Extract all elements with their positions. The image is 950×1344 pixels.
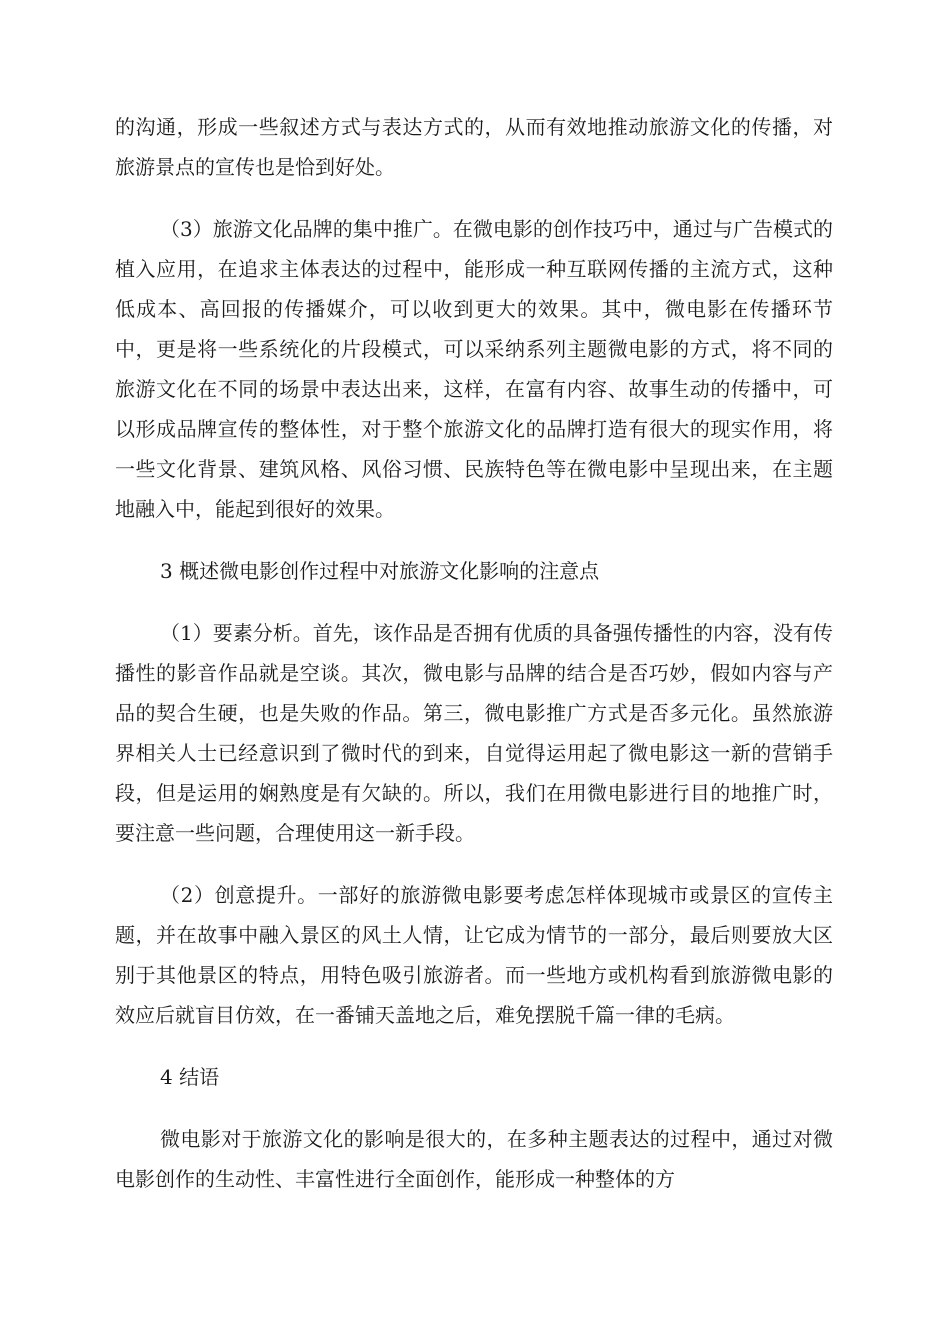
section-3-heading: 3 概述微电影创作过程中对旅游文化影响的注意点: [160, 559, 600, 583]
paragraph-section3-item-1: （1）要素分析。首先，该作品是否拥有优质的具备强传播性的内容，没有传播性的影音作品就是空谈。其次，微电影与品牌的结合是否巧妙，假如内容与产品的契合生硬，也是失败的作品。第三，微电影推广方式是否多元化。虽然旅游界相关人士已经意识到了微时代的到来，自觉得运用起了微电影这一新的营销手段，但是运用的娴熟度是有欠缺的。所以，我们在用微电影进行目的地推广时，要注意一些问题，合理使用这一新手段。: [115, 621, 833, 845]
paragraph-section3-item-2: （2）创意提升。一部好的旅游微电影要考虑怎样体现城市或景区的宣传主题，并在故事中融入景区的风土人情，让它成为情节的一部分，最后则要放大区别于其他景区的特点，用特色吸引旅游者。而一些地方或机构看到旅游微电影的效应后就盲目仿效，在一番铺天盖地之后，难免摆脱千篇一律的毛病。: [115, 883, 833, 1027]
paragraph-item-3: （3）旅游文化品牌的集中推广。在微电影的创作技巧中，通过与广告模式的植入应用，在追求主体表达的过程中，能形成一种互联网传播的主流方式，这种低成本、高回报的传播媒介，可以收到更大的效果。其中，微电影在传播环节中，更是将一些系统化的片段模式，可以采纳系列主题微电影的方式，将不同的旅游文化在不同的场景中表达出来，这样，在富有内容、故事生动的传播中，可以形成品牌宣传的整体性，对于整个旅游文化的品牌打造有很大的现实作用，将一些文化背景、建筑风格、风俗习惯、民族特色等在微电影中呈现出来，在主题地融入中，能起到很好的效果。: [115, 217, 833, 521]
paragraph-conclusion: 微电影对于旅游文化的影响是很大的，在多种主题表达的过程中，通过对微电影创作的生动性、丰富性进行全面创作，能形成一种整体的方: [115, 1127, 833, 1191]
section-4-heading: 4 结语: [160, 1065, 220, 1089]
paragraph-continued: 的沟通，形成一些叙述方式与表达方式的，从而有效地推动旅游文化的传播，对旅游景点的宣传也是恰到好处。: [115, 115, 833, 179]
document-body: [115, 107, 833, 1221]
